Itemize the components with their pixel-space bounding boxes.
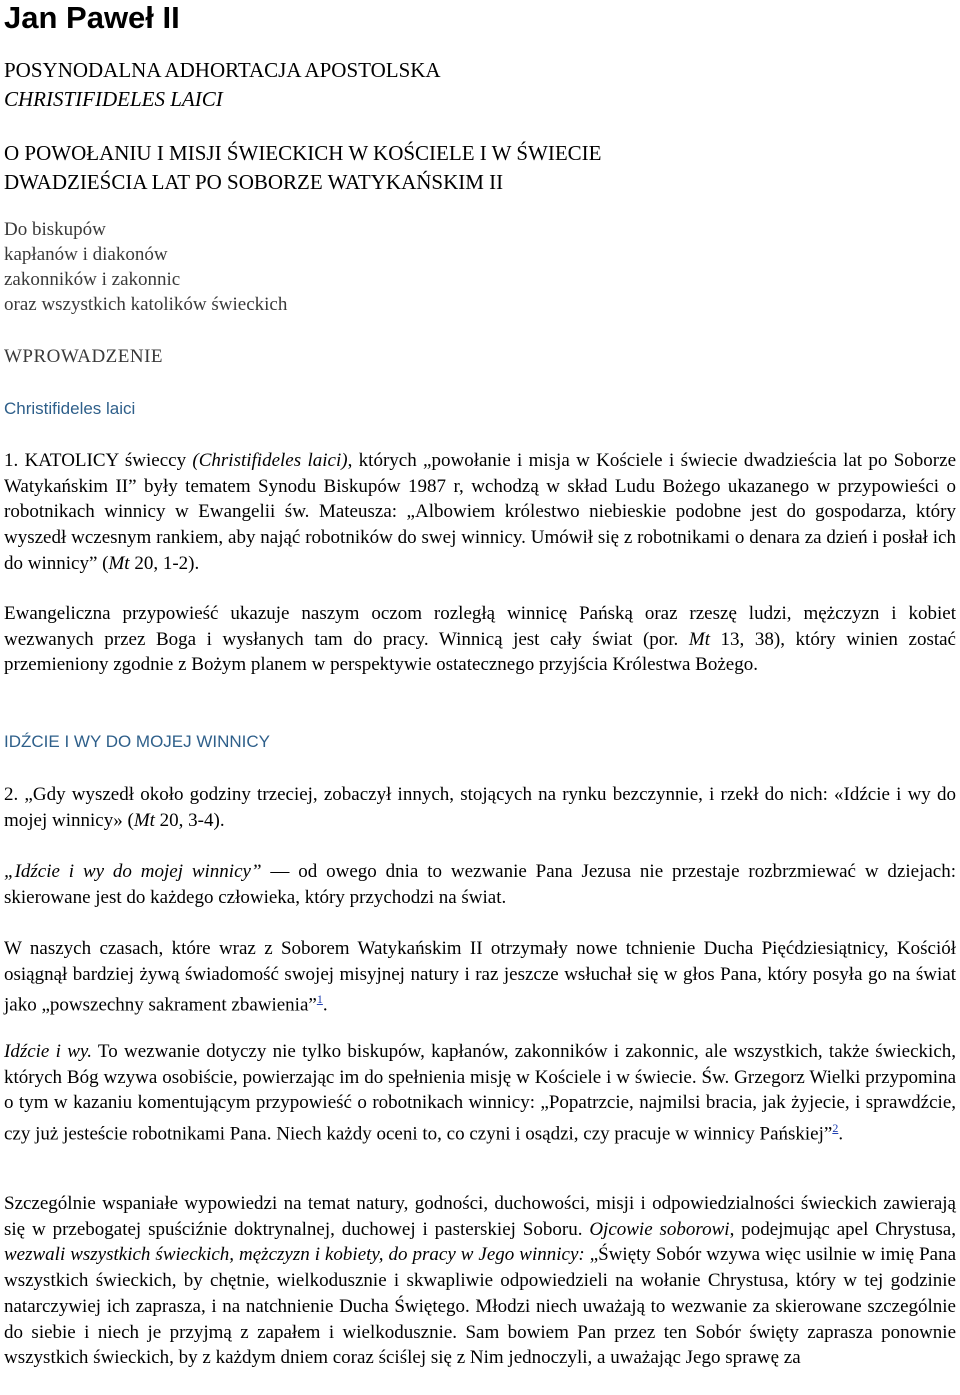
text-run: , podejmując apel Chrystusa, [729,1218,956,1240]
text-run: „Święty Sobór wzywa więc usilnie w imię Pana wszystkich świeckich, by chętnie, wielkodusznie i skwapliwie odpowiedzieli na wołanie Chrystusa, który w tej godzinie natarczywiej ich zaprasza, i na natchnienie Ducha Świętego. Młodzi niech uważają to wezwanie za skierowane szczególnie do siebie i niech je przyjmą z zapałem i wielkodusznie. Sam bowiem Pan przez ten Sobór święty zaprasza ponownie wszystkich świeckich, by z każdym dniem coraz ściślej się z Nim jednoczyli, a uważając Jego sprawę za [4,1244,957,1369]
document-subtitle [4,139,956,197]
text-run: W naszych czasach, które wraz z Soborem Watykańskim II otrzymały nowe tchnienie Ducha Pięćdziesiątnicy, Kościół osiągnął bardziej żywą świadomość swojej misyjnej natury i raz jeszcze wsłuchał się w głos Pana, który posyła go na świat jako „powszechny sakrament zbawienia” [4,938,956,1016]
text-run: . [838,1123,844,1145]
text-run: 1. KATOLICY świeccy [4,450,193,471]
footnote-link-1[interactable]: 1 [316,992,323,1007]
addressee-line: kapłanów i diakonów [4,244,168,265]
paragraph-2 [4,601,956,678]
text-run-italic: wezwali wszystkich świeckich, mężczyzn i kobiety, do pracy w Jego winnicy: [4,1244,585,1266]
text-run-italic: Mt [688,628,710,650]
subheading-idzcie: IDŹCIE I WY DO MOJEJ WINNICY [4,732,271,751]
text-run: 13, 38), który winien zostać przemieniony zgodnie z Bożym planem w perspektywie ostatecznego przyjścia Królestwa Bożego. [4,628,956,676]
paragraph-1 [4,448,956,577]
text-run: Ewangeliczna przypowieść ukazuje naszym oczom rozległą winnicę Pańską oraz rzeszę ludzi, mężczyzn i kobiet wezwanych przez Boga i wysłanych tam do pracy. Winnicą jest cały świat (por. [4,603,956,650]
paragraph-6 [4,1039,956,1147]
text-run-italic: Idźcie i wy. [4,1041,92,1062]
subtitle-line-1: O POWOŁANIU I MISJI ŚWIECKICH W KOŚCIELE I W ŚWIECIE [4,141,602,165]
section-heading-intro: WPROWADZENIE [4,346,164,367]
footnote-link-2[interactable]: 2 [832,1121,839,1136]
paragraph-3 [4,782,956,833]
document-title: CHRISTIFIDELES LAICI [4,87,223,111]
text-run: — od owego dnia to wezwanie Pana Jezusa nie przestaje rozbrzmiewać w dziejach: skierowane jest do każdego człowieka, który przychodzi na świat. [4,861,957,908]
text-run: . [322,994,328,1016]
paragraph-4 [4,859,956,910]
text-run: To wezwanie dotyczy nie tylko biskupów, kapłanów, zakonników i zakonnic, ale wszystkich, także świeckich, których Bóg wzywa osobiście, powierzając im do spełnienia misję w Kościele i w świecie. Św. Grzegorz Wielki przypomina o tym w kazaniu komentującym przypowieść o robotnikach winnicy: „Popatrzcie, najmilsi bracia, jak żyjecie, i sprawdźcie, czy już jesteście robotnikami Pana. Niech każdy oceni to, co czyni i osądzi, czy pracuje w winnicy Pańskiej” [4,1041,956,1145]
text-run-italic: Mt [133,809,155,831]
text-run: 20, 1-2). [129,552,200,574]
text-run: 20, 3-4). [154,809,225,831]
author-heading: Jan Paweł II [4,0,180,35]
addressee-line: oraz wszystkich katolików świeckich [4,294,288,315]
addressee-line: zakonników i zakonnic [4,269,181,290]
text-run-italic: „Idźcie i wy do mojej winnicy” [4,861,262,882]
text-run: Szczególnie wspaniałe wypowiedzi na temat natury, godności, duchowości, misji i odpowiedzialności świeckich zawierają się w przebogatej spuściźnie doktrynalnej, duchowej i pasterskiej Soboru. [4,1193,956,1240]
document-type: POSYNODALNA ADHORTACJA APOSTOLSKA [4,58,441,82]
subtitle-line-2: DWADZIEŚCIA LAT PO SOBORZE WATYKAŃSKIM II [4,170,504,194]
subheading-christifideles: Christifideles laici [4,399,136,418]
text-run-italic: Mt [108,552,130,574]
text-run-italic: (Christifideles laici) [192,450,348,471]
addressee-line: Do biskupów [4,219,106,240]
document-header [4,56,956,114]
text-run: 2. „Gdy wyszedł około godziny trzeciej, zobaczył innych, stojących na rynku bezczynnie, i rzekł do nich: «Idźcie i wy do mojej winnicy» ( [4,784,956,831]
paragraph-5 [4,936,956,1018]
addressees-list [4,217,956,317]
text-run-italic: Ojcowie soborowi [589,1218,730,1240]
text-run: , których „powołanie i misja w Kościele i świecie dwadzieścia lat po Soborze Watykańskim II” były tematem Synodu Biskupów 1987 r, wchodzą w skład Ludu Bożego ukazanego w przypowieści o robotnikach winnicy w Ewangelii św. Mateusza: „Albowiem królestwo niebieskie podobne jest do gospodarza, który wyszedł wczesnym rankiem, aby nająć robotników do swej winnicy. Umówił się z robotnikami o denara za dzień i posłał ich do winnicy” ( [4,450,956,574]
paragraph-7 [4,1191,956,1371]
